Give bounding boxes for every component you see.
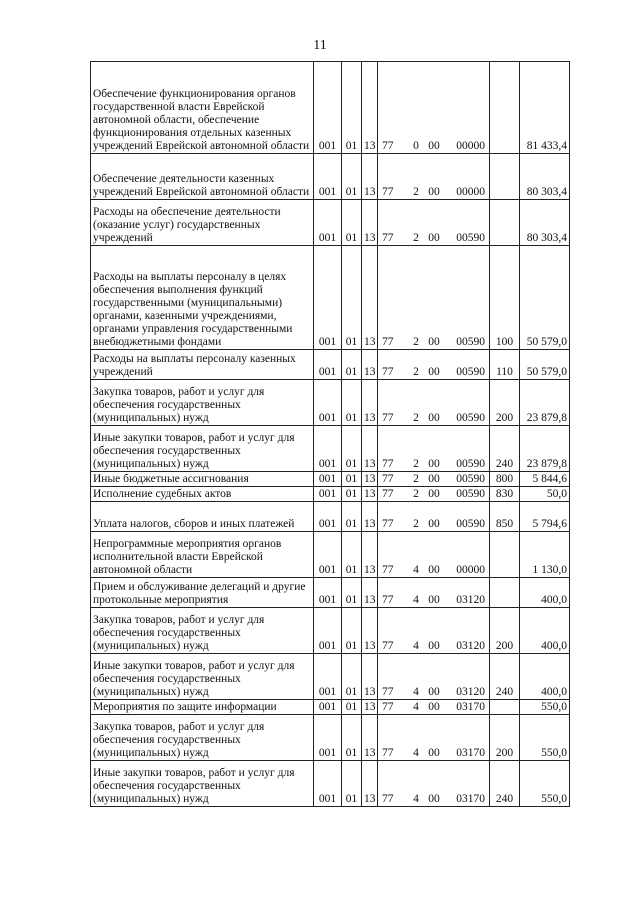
table-row xyxy=(91,487,570,502)
direction-code: 03120 xyxy=(456,640,485,652)
section-code: 01 xyxy=(342,154,362,200)
expense-type-code xyxy=(490,200,520,246)
direction-code: 03120 xyxy=(456,686,485,698)
amount: 80 303,4 xyxy=(520,154,570,200)
subsection-code: 13 xyxy=(362,200,378,246)
group-code: 00 xyxy=(428,793,440,805)
subprogram-code: 4 xyxy=(413,594,419,606)
section-code: 01 xyxy=(342,761,362,807)
program-code: 77 xyxy=(382,458,394,470)
subsection-code: 13 xyxy=(362,578,378,608)
table-row xyxy=(91,502,570,532)
target-article-code xyxy=(378,380,490,426)
subsection-code: 13 xyxy=(362,350,378,380)
direction-code: 03170 xyxy=(456,701,485,713)
subprogram-code: 2 xyxy=(413,232,419,244)
table-row xyxy=(91,578,570,608)
program-code: 77 xyxy=(382,518,394,530)
section-code: 01 xyxy=(342,578,362,608)
ministry-code: 001 xyxy=(314,246,342,350)
amount: 400,0 xyxy=(520,654,570,700)
expense-type-code: 800 xyxy=(490,472,520,487)
subsection-code: 13 xyxy=(362,426,378,472)
row-name: Иные бюджетные ассигнования xyxy=(91,472,314,487)
amount: 23 879,8 xyxy=(520,380,570,426)
row-name: Закупка товаров, работ и услуг для обеспечения государственных (муниципальных) нужд xyxy=(91,715,314,761)
target-article-code xyxy=(378,350,490,380)
table-row xyxy=(91,380,570,426)
subsection-code: 13 xyxy=(362,715,378,761)
section-code: 01 xyxy=(342,654,362,700)
table-row xyxy=(91,532,570,578)
row-name: Закупка товаров, работ и услуг для обеспечения государственных (муниципальных) нужд xyxy=(91,608,314,654)
group-code: 00 xyxy=(428,458,440,470)
table-row xyxy=(91,472,570,487)
target-article-code xyxy=(378,154,490,200)
expense-type-code xyxy=(490,154,520,200)
subsection-code: 13 xyxy=(362,62,378,154)
amount: 5 794,6 xyxy=(520,502,570,532)
direction-code: 00590 xyxy=(456,473,485,485)
expense-type-code: 850 xyxy=(490,502,520,532)
subprogram-code: 2 xyxy=(413,458,419,470)
ministry-code: 001 xyxy=(314,608,342,654)
page-number: 11 xyxy=(313,38,327,53)
amount: 400,0 xyxy=(520,608,570,654)
amount: 80 303,4 xyxy=(520,200,570,246)
subprogram-code: 4 xyxy=(413,640,419,652)
ministry-code: 001 xyxy=(314,472,342,487)
ministry-code: 001 xyxy=(314,715,342,761)
subsection-code: 13 xyxy=(362,502,378,532)
amount: 50,0 xyxy=(520,487,570,502)
group-code: 00 xyxy=(428,140,440,152)
direction-code: 03170 xyxy=(456,747,485,759)
row-name: Расходы на выплаты персоналу казенных учреждений xyxy=(91,350,314,380)
direction-code: 00000 xyxy=(456,564,485,576)
target-article-code xyxy=(378,532,490,578)
subsection-code: 13 xyxy=(362,761,378,807)
program-code: 77 xyxy=(382,686,394,698)
group-code: 00 xyxy=(428,366,440,378)
ministry-code: 001 xyxy=(314,654,342,700)
target-article-code xyxy=(378,472,490,487)
row-name: Уплата налогов, сборов и иных платежей xyxy=(91,502,314,532)
subsection-code: 13 xyxy=(362,380,378,426)
program-code: 77 xyxy=(382,186,394,198)
amount: 50 579,0 xyxy=(520,350,570,380)
section-code: 01 xyxy=(342,487,362,502)
row-name: Иные закупки товаров, работ и услуг для обеспечения государственных (муниципальных) нужд xyxy=(91,761,314,807)
table-row xyxy=(91,761,570,807)
subprogram-code: 4 xyxy=(413,793,419,805)
expense-type-code xyxy=(490,700,520,715)
expense-type-code: 240 xyxy=(490,426,520,472)
amount: 550,0 xyxy=(520,715,570,761)
group-code: 00 xyxy=(428,701,440,713)
ministry-code: 001 xyxy=(314,502,342,532)
direction-code: 03170 xyxy=(456,793,485,805)
amount: 400,0 xyxy=(520,578,570,608)
program-code: 77 xyxy=(382,640,394,652)
expense-type-code xyxy=(490,578,520,608)
row-name: Обеспечение функционирования органов государственной власти Еврейской автономной области, обеспечение функционирования отдельных казенных учреждений Еврейской автономной области xyxy=(91,62,314,154)
ministry-code: 001 xyxy=(314,426,342,472)
row-name: Расходы на выплаты персоналу в целях обеспечения выполнения функций государственными (муниципальными) органами, казенными учреждениями, органами управления государственными внебюджетными фондами xyxy=(91,246,314,350)
subsection-code: 13 xyxy=(362,154,378,200)
section-code: 01 xyxy=(342,350,362,380)
section-code: 01 xyxy=(342,700,362,715)
direction-code: 00590 xyxy=(456,412,485,424)
budget-table xyxy=(90,61,570,807)
expense-type-code xyxy=(490,62,520,154)
section-code: 01 xyxy=(342,608,362,654)
group-code: 00 xyxy=(428,232,440,244)
direction-code: 00590 xyxy=(456,336,485,348)
subprogram-code: 2 xyxy=(413,488,419,500)
amount: 1 130,0 xyxy=(520,532,570,578)
target-article-code xyxy=(378,62,490,154)
direction-code: 00590 xyxy=(456,366,485,378)
target-article-code xyxy=(378,761,490,807)
ministry-code: 001 xyxy=(314,761,342,807)
subprogram-code: 0 xyxy=(413,140,419,152)
section-code: 01 xyxy=(342,502,362,532)
section-code: 01 xyxy=(342,426,362,472)
row-name: Иные закупки товаров, работ и услуг для обеспечения государственных (муниципальных) нужд xyxy=(91,654,314,700)
expense-type-code: 100 xyxy=(490,246,520,350)
subprogram-code: 2 xyxy=(413,366,419,378)
row-name: Исполнение судебных актов xyxy=(91,487,314,502)
program-code: 77 xyxy=(382,793,394,805)
program-code: 77 xyxy=(382,747,394,759)
expense-type-code: 110 xyxy=(490,350,520,380)
target-article-code xyxy=(378,578,490,608)
target-article-code xyxy=(378,246,490,350)
direction-code: 03120 xyxy=(456,594,485,606)
expense-type-code: 240 xyxy=(490,654,520,700)
program-code: 77 xyxy=(382,488,394,500)
subprogram-code: 4 xyxy=(413,564,419,576)
row-name: Непрограммные мероприятия органов исполнительной власти Еврейской автономной области xyxy=(91,532,314,578)
subsection-code: 13 xyxy=(362,532,378,578)
expense-type-code: 240 xyxy=(490,761,520,807)
direction-code: 00000 xyxy=(456,140,485,152)
direction-code: 00590 xyxy=(456,232,485,244)
group-code: 00 xyxy=(428,686,440,698)
section-code: 01 xyxy=(342,62,362,154)
subprogram-code: 4 xyxy=(413,747,419,759)
expense-type-code: 830 xyxy=(490,487,520,502)
table-row xyxy=(91,350,570,380)
table-row xyxy=(91,246,570,350)
amount: 550,0 xyxy=(520,761,570,807)
ministry-code: 001 xyxy=(314,62,342,154)
section-code: 01 xyxy=(342,532,362,578)
amount: 5 844,6 xyxy=(520,472,570,487)
program-code: 77 xyxy=(382,594,394,606)
table-row xyxy=(91,154,570,200)
group-code: 00 xyxy=(428,412,440,424)
section-code: 01 xyxy=(342,380,362,426)
expense-type-code: 200 xyxy=(490,380,520,426)
group-code: 00 xyxy=(428,564,440,576)
program-code: 77 xyxy=(382,366,394,378)
ministry-code: 001 xyxy=(314,200,342,246)
group-code: 00 xyxy=(428,488,440,500)
direction-code: 00000 xyxy=(456,186,485,198)
table-row xyxy=(91,654,570,700)
program-code: 77 xyxy=(382,412,394,424)
row-name: Обеспечение деятельности казенных учреждений Еврейской автономной области xyxy=(91,154,314,200)
ministry-code: 001 xyxy=(314,487,342,502)
row-name: Прием и обслуживание делегаций и другие протокольные мероприятия xyxy=(91,578,314,608)
ministry-code: 001 xyxy=(314,700,342,715)
expense-type-code: 200 xyxy=(490,715,520,761)
direction-code: 00590 xyxy=(456,518,485,530)
program-code: 77 xyxy=(382,701,394,713)
subsection-code: 13 xyxy=(362,246,378,350)
program-code: 77 xyxy=(382,232,394,244)
target-article-code xyxy=(378,502,490,532)
subprogram-code: 4 xyxy=(413,701,419,713)
expense-type-code xyxy=(490,532,520,578)
subsection-code: 13 xyxy=(362,472,378,487)
subprogram-code: 2 xyxy=(413,412,419,424)
target-article-code xyxy=(378,608,490,654)
subsection-code: 13 xyxy=(362,700,378,715)
subprogram-code: 2 xyxy=(413,336,419,348)
target-article-code xyxy=(378,715,490,761)
table-row xyxy=(91,715,570,761)
amount: 550,0 xyxy=(520,700,570,715)
table-row xyxy=(91,426,570,472)
subsection-code: 13 xyxy=(362,654,378,700)
program-code: 77 xyxy=(382,336,394,348)
amount: 81 433,4 xyxy=(520,62,570,154)
row-name: Расходы на обеспечение деятельности (оказание услуг) государственных учреждений xyxy=(91,200,314,246)
group-code: 00 xyxy=(428,640,440,652)
section-code: 01 xyxy=(342,200,362,246)
target-article-code xyxy=(378,487,490,502)
subprogram-code: 2 xyxy=(413,473,419,485)
program-code: 77 xyxy=(382,140,394,152)
group-code: 00 xyxy=(428,518,440,530)
subsection-code: 13 xyxy=(362,487,378,502)
ministry-code: 001 xyxy=(314,154,342,200)
group-code: 00 xyxy=(428,336,440,348)
target-article-code xyxy=(378,700,490,715)
target-article-code xyxy=(378,426,490,472)
subsection-code: 13 xyxy=(362,608,378,654)
direction-code: 00590 xyxy=(456,488,485,500)
direction-code: 00590 xyxy=(456,458,485,470)
subprogram-code: 4 xyxy=(413,686,419,698)
row-name: Мероприятия по защите информации xyxy=(91,700,314,715)
ministry-code: 001 xyxy=(314,532,342,578)
row-name: Закупка товаров, работ и услуг для обеспечения государственных (муниципальных) нужд xyxy=(91,380,314,426)
row-name: Иные закупки товаров, работ и услуг для обеспечения государственных (муниципальных) нужд xyxy=(91,426,314,472)
ministry-code: 001 xyxy=(314,380,342,426)
group-code: 00 xyxy=(428,747,440,759)
group-code: 00 xyxy=(428,186,440,198)
ministry-code: 001 xyxy=(314,578,342,608)
amount: 50 579,0 xyxy=(520,246,570,350)
section-code: 01 xyxy=(342,246,362,350)
program-code: 77 xyxy=(382,473,394,485)
group-code: 00 xyxy=(428,473,440,485)
target-article-code xyxy=(378,654,490,700)
ministry-code: 001 xyxy=(314,350,342,380)
group-code: 00 xyxy=(428,594,440,606)
section-code: 01 xyxy=(342,715,362,761)
section-code: 01 xyxy=(342,472,362,487)
program-code: 77 xyxy=(382,564,394,576)
subprogram-code: 2 xyxy=(413,186,419,198)
amount: 23 879,8 xyxy=(520,426,570,472)
target-article-code xyxy=(378,200,490,246)
table-row xyxy=(91,200,570,246)
expense-type-code: 200 xyxy=(490,608,520,654)
table-row xyxy=(91,608,570,654)
table-row xyxy=(91,700,570,715)
subprogram-code: 2 xyxy=(413,518,419,530)
table-row xyxy=(91,62,570,154)
